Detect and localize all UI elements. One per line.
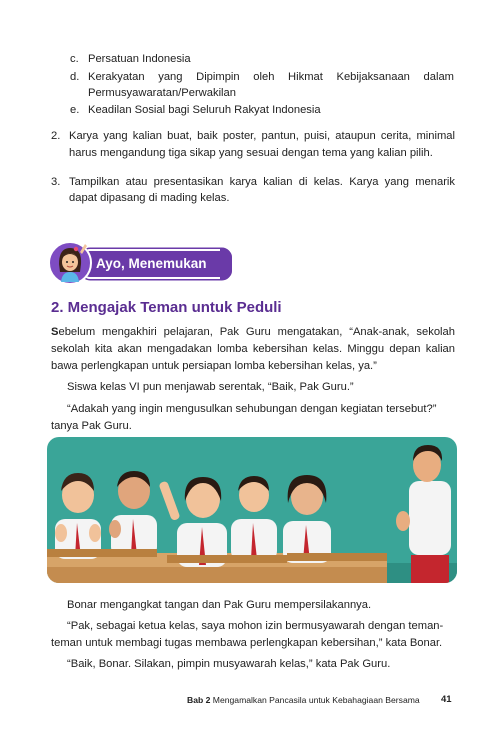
paragraph-3-line2: tanya Pak Guru. (51, 420, 132, 432)
numbered-item-3-line2: dapat dipasang di mading kelas. (69, 192, 230, 204)
numbered-item-2-line1: Karya yang kalian buat, baik poster, pantun, puisi, ataupun cerita, minimal (69, 130, 455, 142)
paragraph-4: Bonar mengangkat tangan dan Pak Guru mempersilakannya. (67, 599, 372, 611)
numbered-item-2-line2: harus mengandung tiga sikap yang sesuai dengan tema yang kalian pilih. (69, 147, 433, 159)
list-marker-e: e. (70, 104, 80, 116)
paragraph-5-line2: teman untuk membagi tugas membawa perlengkapan kebersihan,” kata Bonar. (51, 637, 443, 649)
page-number: 41 (441, 694, 452, 705)
section-badge-label: Ayo, Menemukan (96, 256, 207, 271)
paragraph-1-line3: bawa perlengkapan untuk persiapan lomba kebersihan kelas, ya.” (51, 360, 377, 372)
footer-chapter: Bab 2 (187, 695, 211, 705)
paragraph-3-line1: “Adakah yang ingin mengusulkan sehubungan dengan kegiatan tersebut?” (67, 403, 437, 415)
list-item-e: Keadilan Sosial bagi Seluruh Rakyat Indonesia (88, 104, 321, 116)
footer-title: Mengamalkan Pancasila untuk Kebahagiaan Bersama (212, 695, 420, 705)
paragraph-5-line1: “Pak, sebagai ketua kelas, saya mohon izin bermusyawarah dengan teman- (67, 620, 444, 632)
list-item-c: Persatuan Indonesia (88, 53, 191, 65)
numbered-item-3-line1: Tampilkan atau presentasikan karya kalian di kelas. Karya yang menarik (69, 176, 455, 188)
classroom-illustration (47, 437, 457, 583)
paragraph-6: “Baik, Bonar. Silakan, pimpin musyawarah kelas,” kata Pak Guru. (67, 658, 391, 670)
list-item-d-line2: Permusyawaratan/Perwakilan (88, 87, 236, 99)
footer-text (187, 695, 420, 705)
numbered-marker-3: 3. (51, 176, 61, 188)
paragraph-1-line1-text: ebelum mengakhiri pelajaran, Pak Guru mengatakan, “Anak-anak, sekolah (58, 326, 455, 338)
paragraph-1-line1 (51, 325, 455, 339)
paragraph-1-line2: sekolah kita akan mengadakan lomba kebersihan kelas. Minggu depan kalian (51, 343, 455, 355)
section-heading: 2. Mengajak Teman untuk Peduli (51, 299, 282, 316)
list-marker-c: c. (70, 53, 79, 65)
numbered-marker-2: 2. (51, 130, 61, 142)
list-item-d-line1: Kerakyatan yang Dipimpin oleh Hikmat Kebijaksanaan dalam (88, 71, 454, 83)
list-marker-d: d. (70, 71, 80, 83)
dropcap: S (51, 326, 59, 338)
paragraph-2: Siswa kelas VI pun menjawab serentak, “Baik, Pak Guru.” (67, 381, 354, 393)
girl-avatar-icon (47, 238, 93, 284)
